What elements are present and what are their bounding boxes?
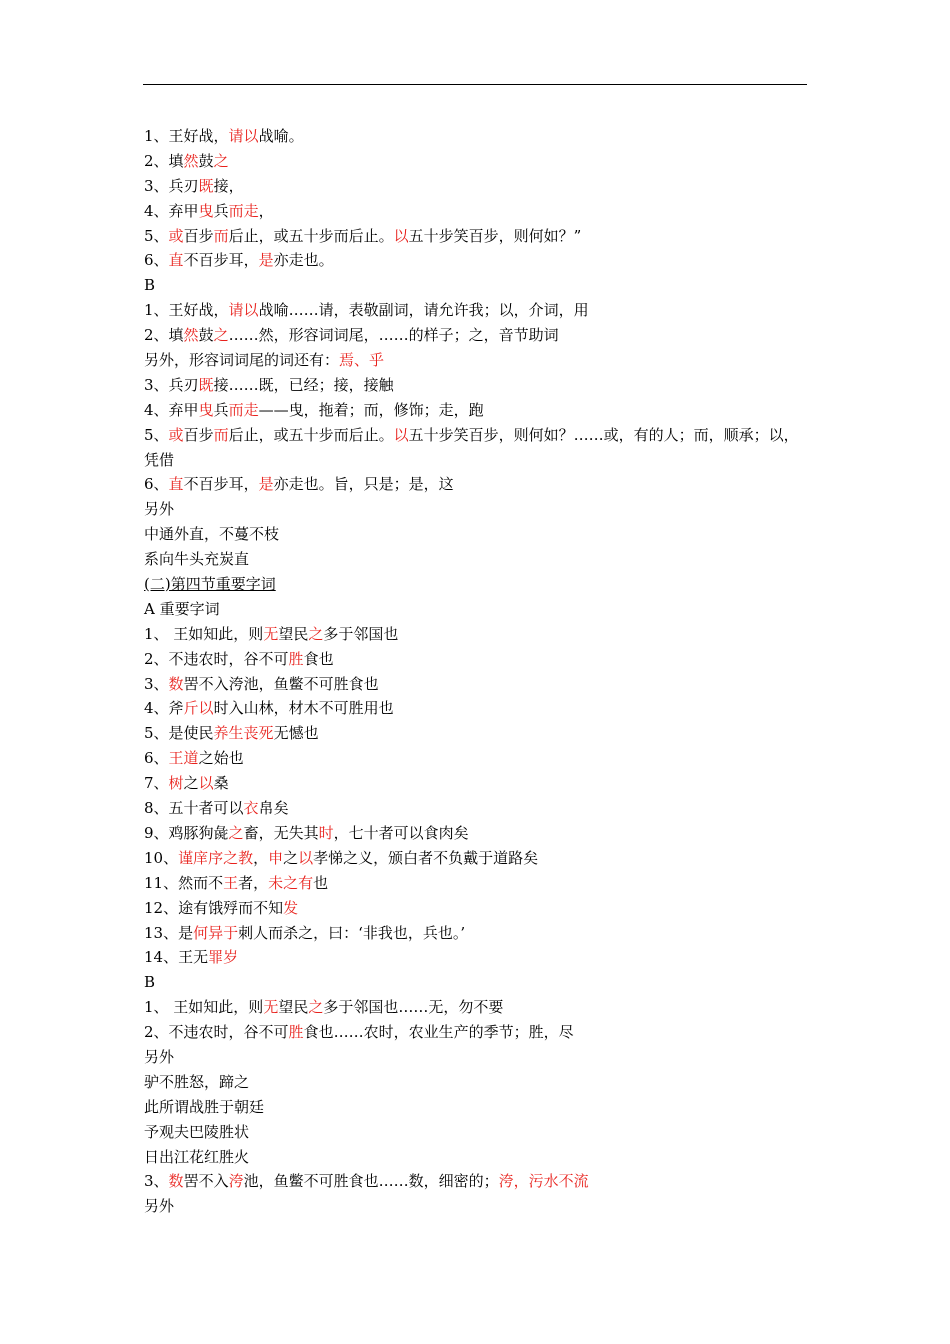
text-line — [144, 1020, 824, 1045]
text-segment: 1、王好战， — [144, 127, 229, 145]
text-line — [144, 696, 824, 721]
highlighted-word: 或 — [168, 425, 184, 444]
text-line — [144, 448, 824, 473]
text-segment: 此所谓战胜于朝廷 — [144, 1097, 265, 1116]
text-segment: 不百步耳， — [183, 475, 259, 494]
highlighted-word: 之 — [308, 998, 324, 1017]
text-line — [144, 1070, 824, 1095]
highlighted-word: 罪岁 — [208, 948, 239, 967]
text-segment: 另外，形容词词尾的词还有： — [144, 351, 340, 370]
text-segment: 5、 — [144, 425, 169, 444]
text-segment: 接……既，已经；接，接触 — [213, 375, 394, 394]
highlighted-word: 曳 — [198, 201, 214, 220]
text-line — [144, 124, 824, 149]
text-line — [144, 995, 824, 1020]
text-line — [144, 921, 824, 946]
text-segment: 罟不入 — [183, 1172, 229, 1191]
text-segment: 1、王好战， — [144, 301, 229, 320]
text-line — [144, 970, 824, 995]
text-segment: 之始也 — [198, 749, 244, 768]
text-line — [144, 472, 824, 497]
text-segment: 望民 — [278, 998, 309, 1017]
text-line — [144, 1194, 824, 1219]
text-segment: 兵 — [213, 400, 229, 419]
highlighted-word: 而 — [213, 425, 229, 444]
text-segment: ——曳，拖着；而，修饰；走，跑 — [258, 400, 484, 419]
highlighted-word: 请以 — [228, 301, 259, 320]
text-line — [144, 149, 824, 174]
text-line — [144, 1095, 824, 1120]
highlighted-word: 时 — [318, 823, 334, 842]
text-segment: 13、是 — [144, 923, 194, 942]
text-segment: 5、 — [144, 226, 169, 245]
highlighted-word: 直 — [168, 475, 184, 494]
text-segment: 7、 — [144, 774, 169, 793]
text-segment: 6、 — [144, 749, 169, 768]
text-segment: 2、不违农时，谷不可 — [144, 649, 289, 668]
highlighted-word: 衣 — [243, 799, 259, 818]
highlighted-word: 而走 — [228, 400, 259, 419]
text-segment: 无憾也 — [273, 724, 319, 743]
text-segment: 中通外直，不蔓不枝 — [144, 525, 280, 544]
text-segment: 4、弃甲 — [144, 201, 199, 220]
text-line — [144, 597, 824, 622]
text-segment: 4、斧 — [144, 699, 184, 718]
text-line — [144, 896, 824, 921]
text-segment: 12、途有饿殍而不知 — [144, 898, 284, 917]
text-segment: 14、王无 — [144, 948, 209, 967]
text-segment: 另外 — [144, 1047, 175, 1066]
text-segment: 8、五十者可以 — [144, 799, 244, 818]
highlighted-word: 而 — [213, 226, 229, 245]
text-segment: 予观夫巴陵胜状 — [144, 1122, 250, 1141]
highlighted-word: 既 — [198, 176, 214, 195]
highlighted-word: 未之有 — [268, 873, 314, 892]
text-line — [144, 398, 824, 423]
highlighted-word: 无 — [263, 998, 279, 1017]
highlighted-word: 养生丧死 — [213, 724, 274, 743]
text-segment: 接， — [213, 176, 244, 195]
text-segment: 多于邻国也……无，勿不要 — [323, 998, 504, 1017]
text-segment: 驴不胜怒，蹄之 — [144, 1072, 250, 1091]
text-line — [144, 348, 824, 373]
text-line — [144, 796, 824, 821]
highlighted-word: 发 — [283, 898, 299, 917]
text-segment: 3、 — [144, 674, 169, 693]
highlighted-word: 树 — [168, 774, 184, 793]
text-line — [144, 1145, 824, 1170]
text-line — [144, 323, 824, 348]
highlighted-word: 然 — [183, 151, 199, 170]
text-segment: ， — [258, 201, 274, 220]
text-segment: 望民 — [278, 624, 309, 643]
text-segment: 3、兵刃 — [144, 375, 199, 394]
text-line — [144, 821, 824, 846]
highlighted-word: 直 — [168, 251, 184, 270]
text-line — [144, 746, 824, 771]
highlighted-word: 以 — [298, 848, 314, 867]
text-segment: 2、填 — [144, 151, 184, 170]
highlighted-word: 以 — [198, 774, 214, 793]
text-segment: 百步 — [183, 425, 214, 444]
text-segment: B — [144, 973, 156, 992]
highlighted-word: 是 — [258, 475, 274, 494]
text-line — [144, 647, 824, 672]
text-segment: 2、不违农时，谷不可 — [144, 1023, 289, 1042]
text-segment: 罟不入洿池，鱼鳖不可胜食也 — [183, 674, 379, 693]
highlighted-word: 以 — [393, 425, 409, 444]
text-line — [144, 298, 824, 323]
text-segment: ， — [253, 848, 269, 867]
highlighted-word: 王 — [223, 873, 239, 892]
text-segment: B — [144, 276, 156, 295]
text-segment: 9、鸡豚狗彘 — [144, 823, 229, 842]
text-segment: 帛矣 — [258, 799, 289, 818]
highlighted-word: 申 — [268, 848, 284, 867]
text-segment: 之 — [183, 774, 199, 793]
text-segment: 4、弃甲 — [144, 400, 199, 419]
text-segment: 者， — [238, 873, 269, 892]
highlighted-word: 数 — [168, 674, 184, 693]
text-line — [144, 846, 824, 871]
highlighted-word: 焉、乎 — [339, 351, 385, 370]
text-segment: 鼓 — [198, 326, 214, 345]
text-line — [144, 572, 824, 597]
text-segment: 2、填 — [144, 326, 184, 345]
highlighted-word: 数 — [168, 1172, 184, 1191]
highlighted-word: 何异于 — [193, 923, 239, 942]
text-segment: (二)第四节重要字词 — [144, 575, 276, 594]
highlighted-word: 胜 — [288, 649, 304, 668]
text-segment: 6、 — [144, 475, 169, 494]
text-segment: 之 — [283, 848, 299, 867]
text-segment: 时入山林，材木不可胜用也 — [213, 699, 394, 718]
text-segment: 后止，或五十步而后止。 — [228, 425, 394, 444]
text-segment: A 重要字词 — [144, 599, 220, 618]
text-line — [144, 721, 824, 746]
highlighted-word: 洿 — [228, 1172, 244, 1191]
text-segment: 1、 王如知此，则 — [144, 624, 264, 643]
document-body — [144, 124, 824, 1219]
highlighted-word: 既 — [198, 375, 214, 394]
text-segment: 亦走也。旨，只是；是，这 — [273, 475, 454, 494]
text-segment: 3、 — [144, 1172, 169, 1191]
text-segment: 畜，无失其 — [243, 823, 319, 842]
text-segment: 后止，或五十步而后止。 — [228, 226, 394, 245]
text-line — [144, 248, 824, 273]
text-segment: 池，鱼鳖不可胜食也……数，细密的； — [243, 1172, 499, 1191]
highlighted-word: 王道 — [168, 749, 199, 768]
text-segment: 另外 — [144, 1197, 175, 1216]
text-segment: 战喻。 — [258, 127, 304, 145]
text-segment: 11、然而不 — [144, 873, 224, 892]
highlighted-word: 胜 — [288, 1023, 304, 1042]
text-line — [144, 373, 824, 398]
text-segment: 3、兵刃 — [144, 176, 199, 195]
text-line — [144, 224, 824, 249]
text-line — [144, 522, 824, 547]
text-segment: 战喻……请，表敬副词，请允许我；以，介词，用 — [258, 301, 589, 320]
highlighted-word: 以 — [393, 226, 409, 245]
text-segment: 多于邻国也 — [323, 624, 399, 643]
text-segment: 食也……农时，农业生产的季节；胜，尽 — [303, 1023, 574, 1042]
highlighted-word: 之 — [213, 151, 229, 170]
highlighted-word: 斤以 — [183, 699, 214, 718]
highlighted-word: 洿，污水不流 — [498, 1172, 589, 1191]
highlighted-word: 之 — [213, 326, 229, 345]
highlighted-word: 无 — [263, 624, 279, 643]
highlighted-word: 而走 — [228, 201, 259, 220]
text-line — [144, 771, 824, 796]
header-rule — [143, 84, 807, 85]
text-segment: 系向牛头充炭直 — [144, 550, 250, 569]
text-segment: 刺人而杀之，曰：‘非我也，兵也。’ — [238, 923, 466, 942]
text-segment: 五十步笑百步，则何如？” — [408, 226, 582, 245]
text-line — [144, 1120, 824, 1145]
text-segment: ，七十者可以食肉矣 — [333, 823, 469, 842]
highlighted-word: 是 — [258, 251, 274, 270]
text-line — [144, 423, 824, 448]
text-segment: 10、 — [144, 848, 179, 867]
text-segment: 1、 王如知此，则 — [144, 998, 264, 1017]
text-segment: 也 — [313, 873, 329, 892]
text-segment: 鼓 — [198, 151, 214, 170]
text-line — [144, 622, 824, 647]
text-line — [144, 497, 824, 522]
highlighted-word: 之 — [228, 823, 244, 842]
highlighted-word: 或 — [168, 226, 184, 245]
text-line — [144, 547, 824, 572]
text-line — [144, 199, 824, 224]
text-segment: 百步 — [183, 226, 214, 245]
text-segment: 食也 — [303, 649, 334, 668]
text-segment: 凭借 — [144, 450, 175, 469]
text-segment: 另外 — [144, 500, 175, 519]
highlighted-word: 然 — [183, 326, 199, 345]
text-segment: 孝悌之义，颁白者不负戴于道路矣 — [313, 848, 539, 867]
text-line — [144, 672, 824, 697]
text-segment: 5、是使民 — [144, 724, 214, 743]
text-line — [144, 945, 824, 970]
highlighted-word: 谨庠序之教 — [178, 848, 254, 867]
text-line — [144, 174, 824, 199]
text-line — [144, 871, 824, 896]
text-segment: 不百步耳， — [183, 251, 259, 270]
highlighted-word: 之 — [308, 624, 324, 643]
highlighted-word: 曳 — [198, 400, 214, 419]
text-segment: 日出江花红胜火 — [144, 1147, 250, 1166]
highlighted-word: 请以 — [228, 127, 259, 145]
text-segment: 五十步笑百步，则何如？……或，有的人；而，顺承；以， — [408, 425, 799, 444]
text-line — [144, 273, 824, 298]
text-segment: ……然，形容词词尾，……的样子；之，音节助词 — [228, 326, 559, 345]
text-line — [144, 1169, 824, 1194]
text-line — [144, 1045, 824, 1070]
text-segment: 6、 — [144, 251, 169, 270]
text-segment: 亦走也。 — [273, 251, 334, 270]
text-segment: 兵 — [213, 201, 229, 220]
text-segment: 桑 — [213, 774, 229, 793]
